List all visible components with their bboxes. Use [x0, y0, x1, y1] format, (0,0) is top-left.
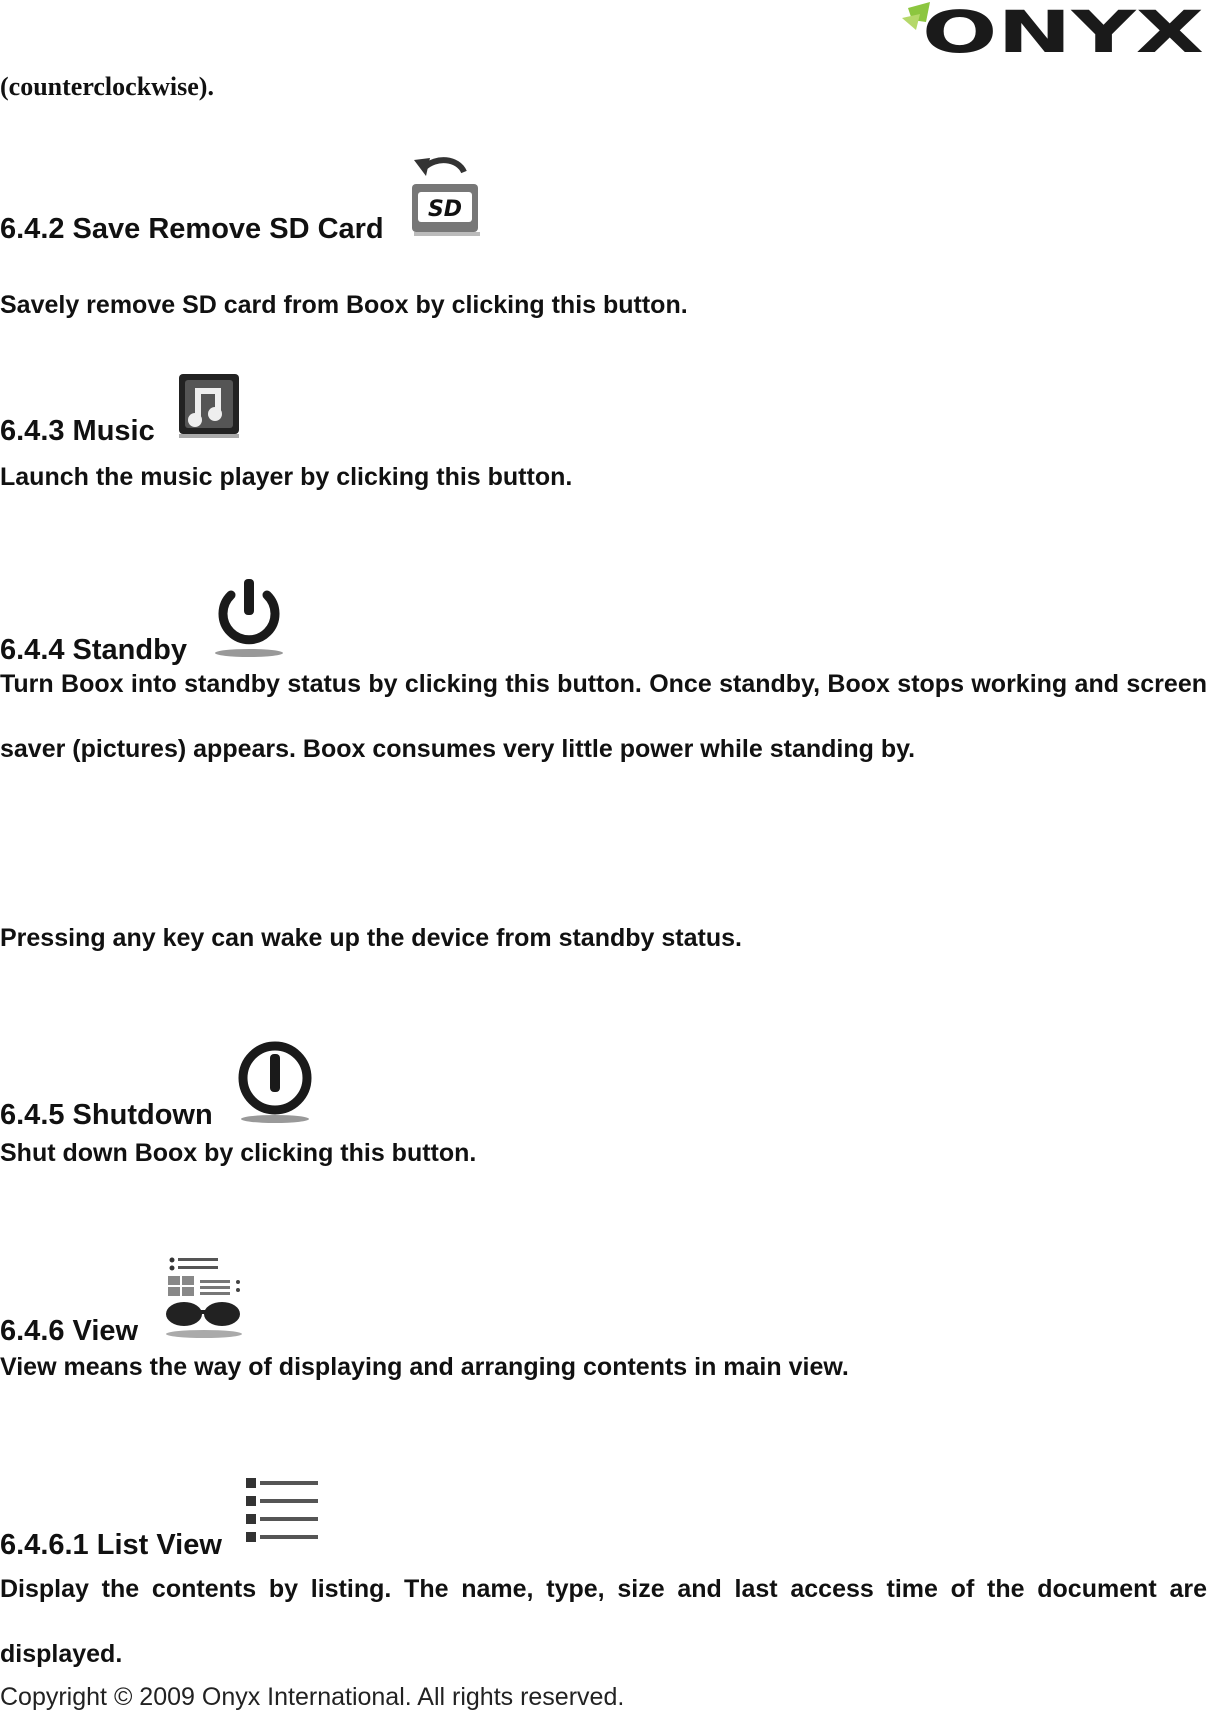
- body-view: View means the way of displaying and arranging contents in main view.: [0, 1353, 849, 1381]
- heading-view-label: 6.4.6 View: [0, 1315, 139, 1347]
- body-standby: Turn Boox into standby status by clicking this button. Once standby, Boox stops working and screen saver (pictures) appears. Boox consumes very little power while standing by.: [0, 670, 1207, 763]
- body-shutdown: Shut down Boox by clicking this button.: [0, 1139, 477, 1167]
- heading-standby-label: 6.4.4 Standby: [0, 634, 187, 666]
- body-list-view: Display the contents by listing. The name, type, size and last access time of the document are displayed.: [0, 1575, 1207, 1668]
- heading-shutdown-label: 6.4.5 Shutdown: [0, 1099, 213, 1131]
- sd-card-eject-icon: [406, 150, 486, 246]
- svg-text:SD: SD: [427, 197, 462, 222]
- music-note-icon: [177, 372, 243, 448]
- shutdown-icon: [235, 1040, 315, 1132]
- heading-shutdown: [0, 1040, 315, 1132]
- list-view-icon: [244, 1474, 324, 1562]
- heading-save-sd-label: 6.4.2 Save Remove SD Card: [0, 213, 384, 245]
- svg-text:ONYX: ONYX: [922, 0, 1204, 62]
- intro-text: (counterclockwise).: [0, 72, 214, 101]
- view-glasses-icon: [160, 1254, 244, 1348]
- body-save-sd: Savely remove SD card from Boox by clicking this button.: [0, 291, 688, 319]
- heading-view: [0, 1254, 244, 1348]
- heading-music-label: 6.4.3 Music: [0, 415, 155, 447]
- body-standby-wake: Pressing any key can wake up the device from standby status.: [0, 924, 742, 952]
- copyright-footer: Copyright © 2009 Onyx International. All rights reserved.: [0, 1683, 625, 1711]
- heading-list-view: [0, 1474, 324, 1562]
- onyx-logo: [900, 0, 1210, 62]
- heading-list-view-label: 6.4.6.1 List View: [0, 1529, 222, 1561]
- heading-music: [0, 372, 243, 448]
- body-music: Launch the music player by clicking this button.: [0, 463, 573, 491]
- heading-save-sd: [0, 150, 486, 246]
